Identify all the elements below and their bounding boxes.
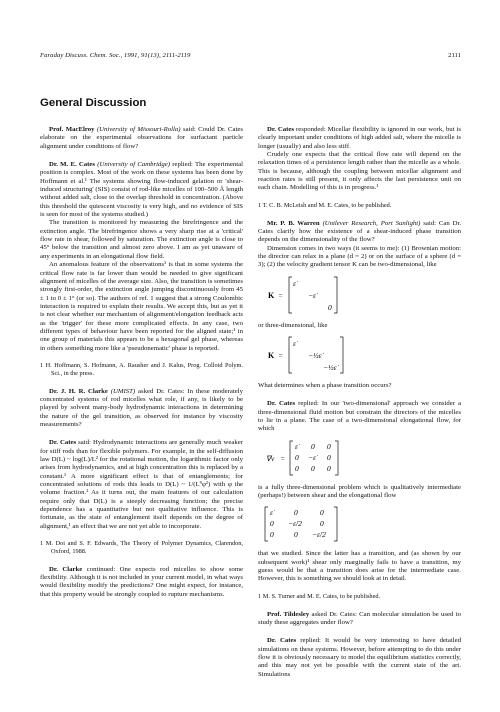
paragraph xyxy=(258,400,461,433)
matrix-entry: −½ε̇ xyxy=(323,362,337,372)
matrix-entry: 0 xyxy=(311,441,315,451)
speaker: Mr. P. B. Warren xyxy=(267,219,320,227)
matrix-grad-v-svg xyxy=(258,438,461,478)
paragraph: The transition is monitored by measuring the birefringence and the extinction angle. The birefringence shows a very sharp rise at a 'critical' flow rate in shear, followed by saturation. The extinction angle is close to 45° below the transition and almost zero above. I am as yet unaware of any experiments in an elongational flow field. xyxy=(40,219,243,260)
footnote: 1 M. Doi and S. F. Edwards, The Theory of Polymer Dynamics, Clarendon, Oxford, 1988. xyxy=(40,540,243,555)
matrix-equals: = xyxy=(278,350,284,360)
right-column xyxy=(258,126,461,679)
paragraph-text: replied: It would be very interesting to have detailed simulations on these systems. However, before attempting to do this under flow it is obviously necessary to model the equilibrium statistics correctly, and this may not yet be possible with the current state of the art. Simulations xyxy=(258,637,461,678)
speaker: Dr. M. E. Cates xyxy=(49,161,96,169)
speaker: Dr. Cates xyxy=(267,400,296,408)
paragraph-text: said: Hydrodynamic interactions are generally much weaker for stiff rods than for flexible polymers. For example, in the self-diffusion law D(L) ~ log(L)/L² for the rotational motion, the logarithmic factor only arises from hydrodynamics, and at high concentration this is replaced by a constant.¹ A more significant effect is that of entanglements; for concentrated solutions of rods this leads to D(L) ~ 1/(L⁹φ²) with φ the volume fraction.² As it turns out, the main features of our calculation require only that D(L) is a steeply decreasing function; the precise dependence has a quantitative but not qualitative influence. This is fortunate, as the state of entanglement itself depends on the degree of alignment,¹ an effect that we are not yet able to incorporate. xyxy=(40,439,243,530)
journal-citation: , 1991, 91(13), 2111-2119 xyxy=(120,52,191,59)
left-bracket xyxy=(290,441,293,475)
matrix-equals: = xyxy=(278,290,284,300)
matrix-entry: −ε̇/2 xyxy=(312,530,326,540)
paragraph: An anomalous feature of the observations¹ is that in some systems the critical flow rate is far lower than would be needed to give significant alignment of micelles of the average size. Also, the transition is sometimes strongly first-order, the extinction angle jumping discontinuously from 45 ± 1 to 0 ± 1° (or so). The authors of ref. 1 suggest that a strong Coulombic interaction is required to explain their results. We accept this, but as yet it is not clear whether our mechanism of alignment/elongation feedback acts as the 'trigger' for these more complicated effects. In any case, two different types of behaviour have been reported for the aligned state;¹ in one group of materials this appears to be a hexagonal gel phase, whereas in others something more like a 'pseudonematic' phase is reported. xyxy=(40,261,243,352)
footnote: 1 H. Hoffmann, S. Hofmann, A. Rausher and J. Kalus, Prog. Colloid Polym. Sci., in the press. xyxy=(40,361,243,377)
paragraph-text: continued: One expects rod micelles to show some flexibility. Although it is not included in your current model, in what ways would flexibility modify the predictions? One might expect, for instance, that this property would be strongly coupled to rupture mechanisms. xyxy=(40,565,244,598)
matrix-entry: 0 xyxy=(294,508,298,518)
matrix-entry: ε̇ xyxy=(295,441,298,451)
journal-name: Faraday Discuss. Chem. Soc. xyxy=(40,52,121,59)
left-column xyxy=(40,126,243,599)
matrix-elongational-svg xyxy=(258,504,461,544)
paragraph: or three-dimensional, like xyxy=(258,321,328,329)
right-bracket xyxy=(340,337,343,373)
speaker: Dr. Cates xyxy=(267,126,295,133)
paragraph xyxy=(40,126,243,151)
paragraph-text: replied: In our 'two-dimensional' approach we consider a three-dimensional fluid motion but constrain the directors of the micelles to lie in a plane. The case of a two-dimensional elongational flow, for which xyxy=(258,400,461,433)
paragraph: that we studied. Since the latter has a transition, and (as shown by our subsequent work)¹ shear only marginally fails to have a transition, my guess would be that a transition does arise for the intermediate case. However, this is something we should look at in detail. xyxy=(258,550,461,583)
running-header xyxy=(40,52,190,59)
paragraph-text: asked Dr. Cates: Can molecular simulation be used to study these aggregates under flow? xyxy=(258,610,461,626)
matrix-entry: 0 xyxy=(295,452,299,462)
matrix-3d-svg xyxy=(258,334,461,376)
matrix-entry: 0 xyxy=(294,530,298,540)
paragraph xyxy=(258,126,461,151)
right-bracket xyxy=(334,507,337,541)
speaker: Prof. MacElroy xyxy=(49,126,95,133)
left-bracket xyxy=(265,507,268,541)
matrix-entry: 0 xyxy=(295,463,299,473)
footnote: 1 M. S. Turner and M. E. Cates, to be published. xyxy=(258,592,381,600)
paragraph: What determines when a phase transition occurs? xyxy=(258,381,392,389)
matrix-3d-equation xyxy=(258,334,461,376)
matrix-2d-equation xyxy=(258,274,461,316)
matrix-entry: ε̇ xyxy=(293,338,296,348)
matrix-entry: 0 xyxy=(327,441,331,451)
paragraph: is a fully three-dimensional problem which is qualitatively intermediate (perhaps!) between shear and the elongational flow xyxy=(258,483,461,500)
paragraph xyxy=(40,439,243,531)
paragraph xyxy=(40,161,243,219)
matrix-lhs-label: K xyxy=(268,290,275,300)
affiliation: (Unilever Research, Port Sunlight) xyxy=(322,219,421,227)
speaker: Dr. Clarke xyxy=(49,565,83,573)
matrix-entry: ε̇ xyxy=(270,508,273,518)
paragraph xyxy=(258,220,461,245)
matrix-elongational-flow xyxy=(258,504,461,544)
matrix-entry: 0 xyxy=(320,519,324,529)
matrix-entry: 0 xyxy=(327,463,331,473)
page-number: 2111 xyxy=(448,52,461,59)
matrix-equals: = xyxy=(280,453,286,463)
paragraph-text: responded: Micellar flexibility is ignored in our work, but is clearly important under conditions of high added salt, where the micelle is longer (usually) and also less stiff. xyxy=(258,126,461,150)
paragraph xyxy=(40,566,243,599)
matrix-entry: −ε̇/2 xyxy=(288,519,302,529)
paragraph xyxy=(258,611,461,628)
affiliation: (UMIST) xyxy=(110,387,136,395)
speaker: Dr. Cates xyxy=(49,439,77,447)
right-bracket xyxy=(335,441,338,475)
footnote: 1 T. C. B. McLeish and M. E. Cates, to be published. xyxy=(258,201,392,209)
matrix-entry: −½ε̇ xyxy=(308,350,322,360)
paragraph xyxy=(40,388,243,430)
matrix-grad-v-equation xyxy=(258,438,461,478)
paragraph-text: asked Dr. Cates: In these moderately concentrated systems of rod micelles what role, if any, is likely to be played by solvent many-body hydrodynamic interactions in determining the nature of the gel transition, as observed for instance by viscosity measurements? xyxy=(40,387,243,428)
matrix-entry: −ε̇ xyxy=(308,452,317,462)
right-bracket xyxy=(334,277,337,313)
matrix-lhs-label: ∇v xyxy=(266,453,275,463)
left-bracket xyxy=(289,277,292,313)
paragraph xyxy=(258,637,461,679)
matrix-entry: 0 xyxy=(311,463,315,473)
paragraph: Crudely one expects that the critical flow rate will depend on the relaxation times of a persistence length rather than the micelle as a whole. This is because, although the coupling between micellar alignment and reaction rates is still present, it only affects the last persistence unit on each chain. Modelling of this is in progress.¹ xyxy=(258,151,461,192)
matrix-entry: 0 xyxy=(327,452,331,462)
speaker: Dr. J. H. R. Clarke xyxy=(49,387,108,395)
affiliation: (University of Cambridge) xyxy=(97,161,171,169)
matrix-entry: 0 xyxy=(270,519,274,529)
matrix-entry: 0 xyxy=(328,302,332,312)
matrix-entry: ε̇ xyxy=(293,278,296,288)
matrix-lhs-label: K xyxy=(268,350,275,360)
matrix-entry: −ε̇ xyxy=(308,290,317,300)
paragraph: Dimension comes in two ways (it seems to me): (1) Brownian motion: the director can relax in a plane (d = 2) or on the surface of a sphere (d = 3); (2) the velocity gradient tensor K can be two-dimensional, like xyxy=(258,244,461,269)
speaker: Prof. Tildesley xyxy=(267,610,310,618)
affiliation: (University of Missouri-Rolla) xyxy=(96,126,181,133)
paragraph-text: said: Can Dr. Cates clarify how the existence of a shear-induced phase transition depends on the dimensionality of the flow? xyxy=(258,219,462,244)
matrix-2d-svg xyxy=(258,274,461,316)
left-bracket xyxy=(289,337,292,373)
matrix-entry: 0 xyxy=(270,530,274,540)
matrix-entry: 0 xyxy=(320,508,324,518)
speaker: Dr. Cates xyxy=(267,637,297,645)
paragraph-text: said: Could Dr. Cates elaborate on the experimental observations for surfactant particle alignment under conditions of flow? xyxy=(40,126,243,150)
paragraph-text: replied: The experimental position is complex. Most of the work on these systems has been done by Hoffmann et al.¹ The systems showing flow-induced gelation or 'shear-induced structuring' (SIS) consist of rod-like micelles of 100–500 Å length without added salt, close to the overlap threshold in concentration. (Above this threshold the quiescent viscosity is very high, and no evidence of SIS is seen for most of the systems studied.) xyxy=(40,161,243,219)
section-title: General Discussion xyxy=(40,97,147,109)
